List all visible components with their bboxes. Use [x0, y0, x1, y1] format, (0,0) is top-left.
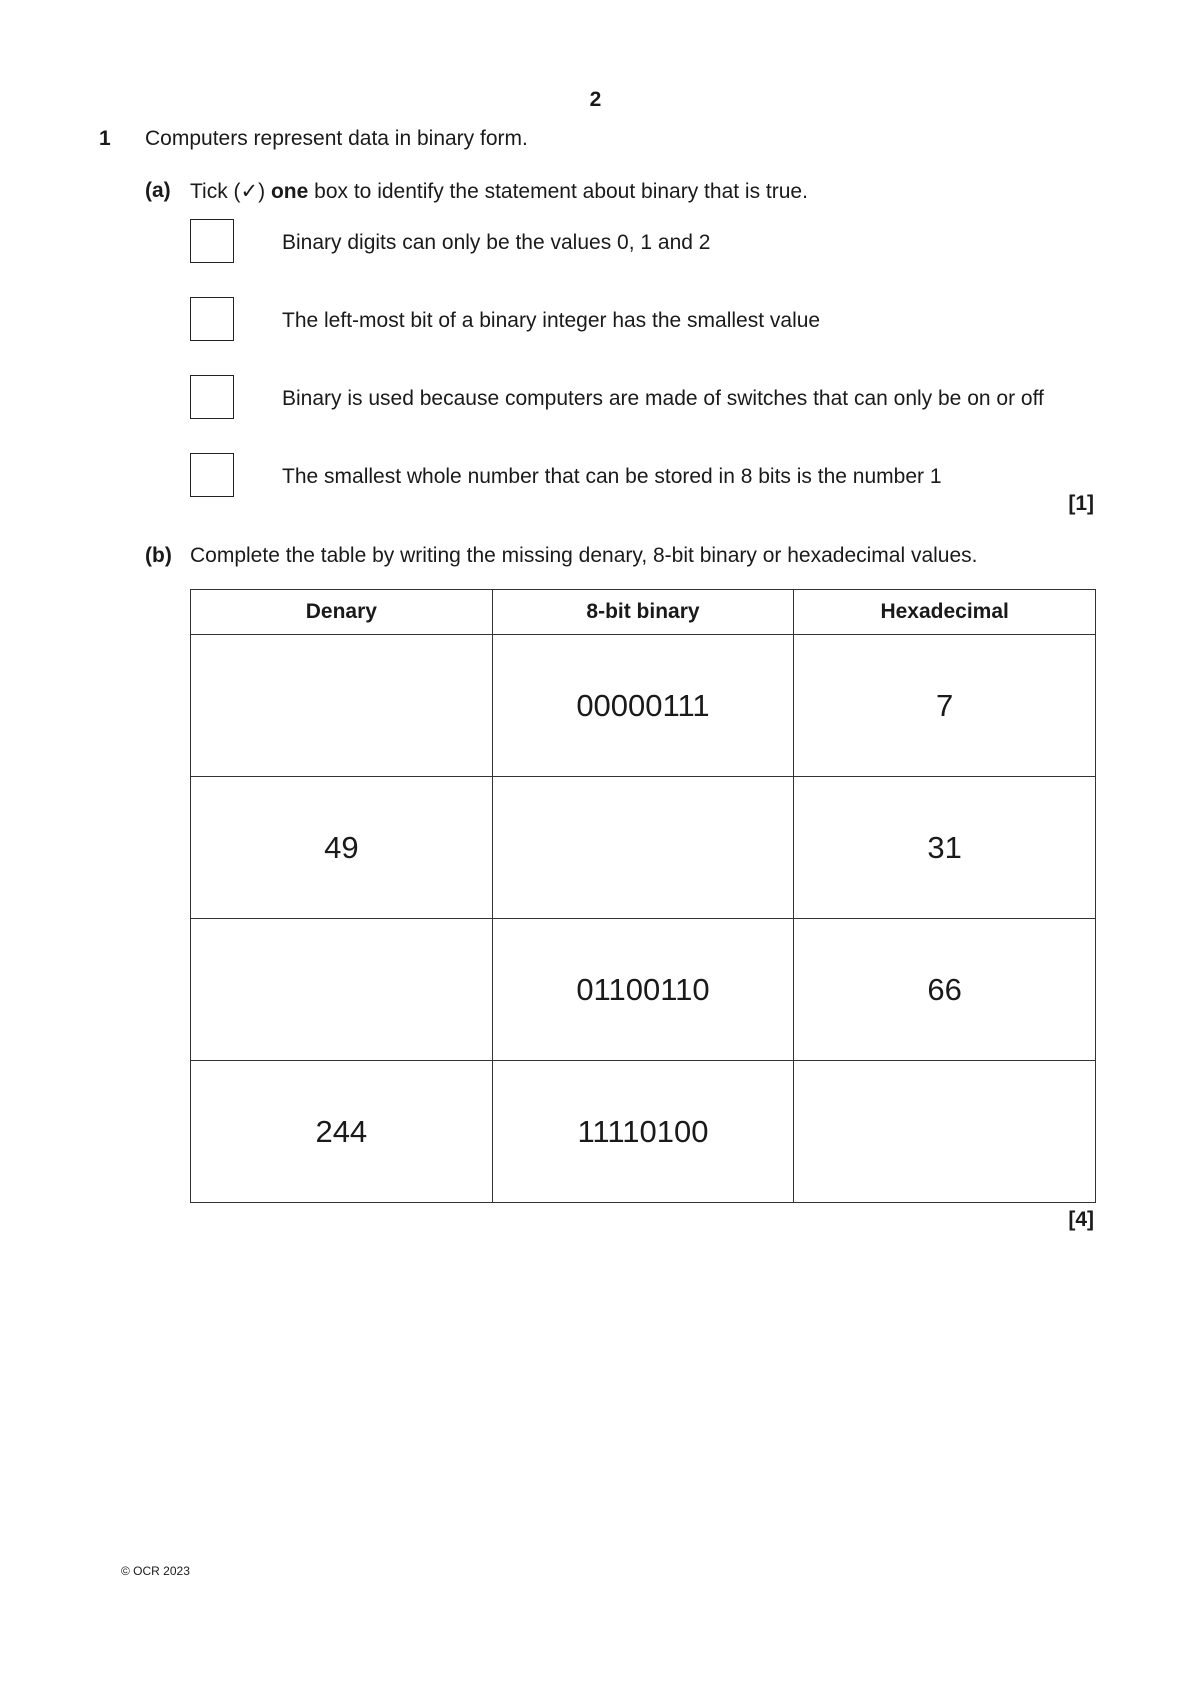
part-b-marks: [4]	[1068, 1208, 1094, 1231]
part-a-instruction-start: Tick (✓)	[190, 180, 271, 203]
table-row	[191, 919, 1096, 1061]
part-b-instruction: Complete the table by writing the missing denary, 8-bit binary or hexadecimal values.	[190, 544, 978, 567]
binary-cell: 11110100	[492, 1061, 794, 1203]
denary-cell: 49	[191, 777, 493, 919]
part-a-instruction-end: box to identify the statement about binary that is true.	[308, 180, 808, 203]
question-text: Computers represent data in binary form.	[145, 127, 528, 150]
option-3-text: Binary is used because computers are made of switches that can only be on or off	[282, 387, 1044, 410]
part-a-marks: [1]	[1068, 492, 1094, 515]
table-row	[191, 777, 1096, 919]
copyright-footer: © OCR 2023	[121, 1564, 190, 1578]
page-number: 2	[589, 88, 602, 111]
option-4-text: The smallest whole number that can be stored in 8 bits is the number 1	[282, 465, 942, 488]
binary-cell: 00000111	[492, 635, 794, 777]
denary-cell: 244	[191, 1061, 493, 1203]
hex-cell: 66	[794, 919, 1096, 1061]
tick-box-option-1[interactable]	[190, 219, 234, 263]
part-a-instruction-emphasis: one	[270, 180, 309, 203]
binary-cell: 01100110	[492, 919, 794, 1061]
part-b-label: (b)	[145, 544, 172, 567]
header-hexadecimal: Hexadecimal	[794, 590, 1096, 635]
header-denary: Denary	[191, 590, 493, 635]
binary-cell-answer[interactable]	[492, 777, 794, 919]
conversion-table	[190, 589, 1096, 1203]
part-a-label: (a)	[145, 179, 171, 202]
option-1-text: Binary digits can only be the values 0, 1 and 2	[282, 231, 711, 254]
header-binary: 8-bit binary	[492, 590, 794, 635]
tick-box-option-2[interactable]	[190, 297, 234, 341]
tick-box-option-4[interactable]	[190, 453, 234, 497]
table-row	[191, 635, 1096, 777]
denary-cell-answer[interactable]	[191, 635, 493, 777]
table-header-row	[191, 590, 1096, 635]
question-number: 1	[99, 127, 111, 150]
table-row	[191, 1061, 1096, 1203]
tick-box-option-3[interactable]	[190, 375, 234, 419]
option-2-text: The left-most bit of a binary integer has the smallest value	[282, 309, 821, 332]
hex-cell-answer[interactable]	[794, 1061, 1096, 1203]
denary-cell-answer[interactable]	[191, 919, 493, 1061]
hex-cell: 31	[794, 777, 1096, 919]
part-a-instruction	[190, 179, 808, 204]
hex-cell: 7	[794, 635, 1096, 777]
